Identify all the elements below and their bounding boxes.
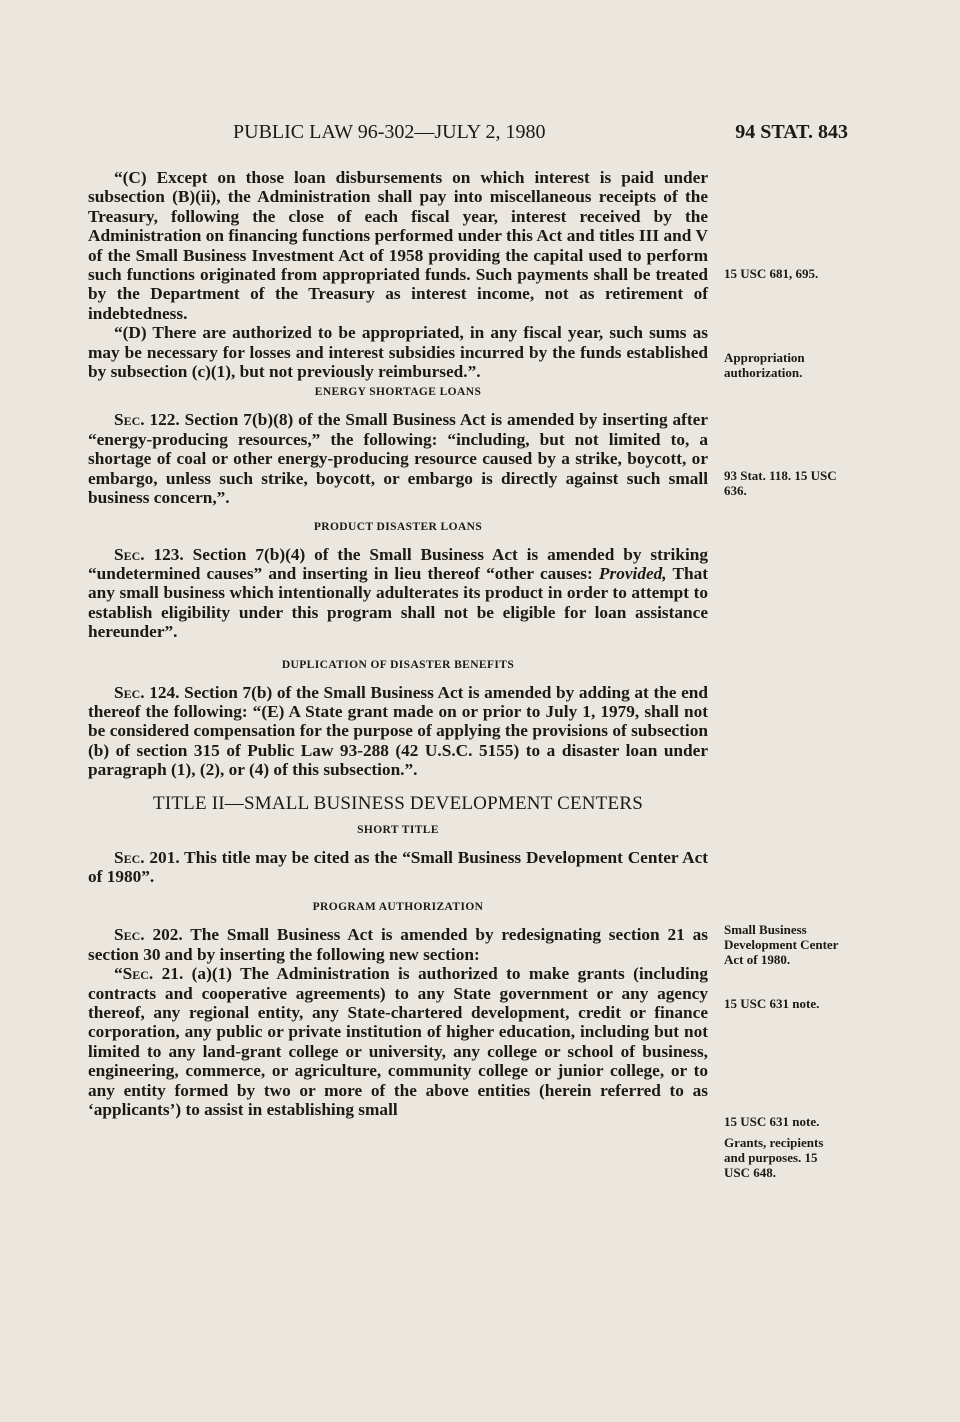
- paragraph-d: “(D) There are authorized to be appropriated, in any fiscal year, such sums as may be necessary for losses and interest subsidies incurred by the funds established by subsection (c)(1), but not previously reimbursed.”.: [88, 323, 708, 382]
- section-123: [88, 545, 708, 642]
- margin-note-usc-631-a: 15 USC 631 note.: [724, 996, 820, 1011]
- margin-note-appropriation: Appropriation authorization.: [724, 350, 805, 380]
- section-202: [88, 925, 708, 964]
- section-123-text-b: That any small business which intentionally adulterates its product in order to attempt to establish eligibility under this program shall not be eligible for loan assistance hereunder”.: [88, 563, 708, 642]
- sec-label: Sec.: [114, 544, 145, 564]
- section-122-text: 122. Section 7(b)(8) of the Small Business Act is amended by inserting after “energy-producing resources,” the following: “including, but not limited to, a shortage of coal or other energy-producing resource caused by a strike, boycott, or embargo, unless such strike, boycott, or embargo is directly against such small business concern,”.: [88, 410, 708, 508]
- margin-note-93-stat: 93 Stat. 118. 15 USC 636.: [724, 468, 837, 498]
- heading-energy-shortage-loans: ENERGY SHORTAGE LOANS: [314, 386, 482, 399]
- header-law-date: PUBLIC LAW 96-302—JULY 2, 1980: [233, 121, 546, 143]
- margin-note-usc-631-b: 15 USC 631 note.: [724, 1114, 820, 1129]
- body-text: [88, 168, 708, 1119]
- sec-label: Sec.: [122, 964, 154, 984]
- heading-program-authorization: PROGRAM AUTHORIZATION: [312, 901, 484, 914]
- heading-duplication-disaster-benefits: DUPLICATION OF DISASTER BENEFITS: [281, 658, 515, 671]
- section-124-text: 124. Section 7(b) of the Small Business Act is amended by adding at the end thereof the following: “(E) A State grant made on or prior to July 1, 1979, shall not be considered compensation for the purpose of applying the provisions of subsection (b) of section 315 of Public Law 93-288 (42 U.S.C. 5155) to a disaster loan under paragraph (1), (2), or (4) of this subsection.”.: [88, 682, 708, 780]
- sec-label: Sec.: [114, 410, 145, 430]
- section-124: [88, 683, 708, 780]
- section-123-text-a: 123. Section 7(b)(4) of the Small Business Act is amended by striking “undetermined causes” and inserting in lieu thereof “other causes:: [88, 544, 708, 583]
- page-header: [88, 120, 848, 150]
- header-stat-page: 94 STAT. 843: [735, 121, 848, 143]
- section-201: [88, 848, 708, 887]
- margin-note-usc-681: 15 USC 681, 695.: [724, 266, 819, 281]
- section-123-italic: Provided,: [598, 563, 667, 583]
- section-21: [88, 964, 708, 1119]
- paragraph-c: “(C) Except on those loan disbursements on which interest is paid under subsection (B)(ii), the Administration shall pay into miscellaneous receipts of the Treasury, following the close of each fiscal year, interest received by the Administration on financing functions performed under this Act and titles III and V of the Small Business Investment Act of 1958 providing the capital used to perform such functions originated from appropriated funds. Such payments shall be treated by the Department of the Treasury as interest income, not as retirement of indebtedness.: [88, 168, 708, 323]
- section-202-text: 202. The Small Business Act is amended by redesignating section 21 as section 30 and by inserting the following new section:: [88, 925, 708, 964]
- sec-label: Sec.: [114, 925, 145, 945]
- heading-product-disaster-loans: PRODUCT DISASTER LOANS: [313, 520, 483, 533]
- sec-label: Sec.: [114, 847, 145, 867]
- heading-short-title: SHORT TITLE: [357, 823, 439, 836]
- section-21-text: 21. (a)(1) The Administration is authorized to make grants (including contracts and cooperative agreements) to any State government or any agency thereof, any regional entity, any State-chartered development, credit or finance corporation, any public or private institution of higher education, including but not limited to any land-grant college or university, any college or school of business, engineering, commerce, or agriculture, community college or junior college, or to any entity formed by two or more of the above entities (herein referred to as ‘applicants’) to assist in establishing small: [88, 964, 708, 1120]
- margin-note-grants: Grants, recipients and purposes. 15 USC 648.: [724, 1135, 824, 1180]
- section-201-text: 201. This title may be cited as the “Small Business Development Center Act of 1980”.: [88, 847, 708, 886]
- title-ii-heading: TITLE II—SMALL BUSINESS DEVELOPMENT CENTERS: [153, 792, 643, 814]
- sec-label: Sec.: [114, 682, 145, 702]
- open-quote: “: [114, 964, 123, 984]
- margin-note-sbdc-act: Small Business Development Center Act of 1980.: [724, 922, 839, 967]
- section-122: [88, 410, 708, 507]
